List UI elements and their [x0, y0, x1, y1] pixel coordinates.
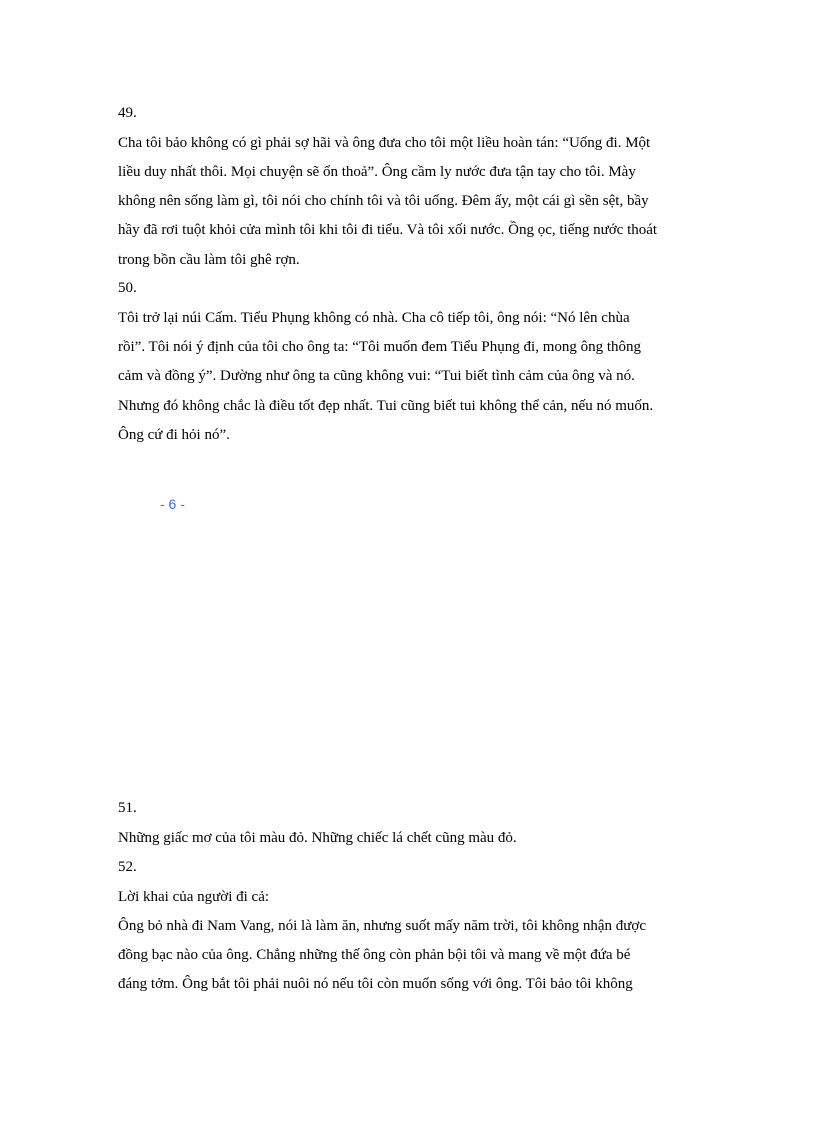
- text-line: không nên sống làm gì, tôi nói cho chính tôi và tôi uống. Đêm ấy, một cái gì sền sệt, bầy: [118, 193, 649, 209]
- text-line: đáng tởm. Ông bắt tôi phải nuôi nó nếu tôi còn muốn sống với ông. Tôi bảo tôi không: [118, 976, 633, 992]
- section-number: 51.: [118, 800, 137, 816]
- text-line: Cha tôi bảo không có gì phải sợ hãi và ông đưa cho tôi một liều hoàn tán: “Uống đi. Một: [118, 135, 651, 151]
- text-line: Ông cứ đi hỏi nó”.: [118, 427, 230, 443]
- page-number: - 6 -: [160, 496, 185, 512]
- text-line: Những giấc mơ của tôi màu đỏ. Những chiếc lá chết cũng màu đỏ.: [118, 830, 517, 846]
- text-line: Tôi trở lại núi Cấm. Tiểu Phụng không có nhà. Cha cô tiếp tôi, ông nói: “Nó lên chùa: [118, 310, 630, 326]
- section-number: 49.: [118, 105, 137, 121]
- text-line: trong bồn cầu làm tôi ghê rợn.: [118, 252, 300, 268]
- text-line: cảm và đồng ý”. Dường như ông ta cũng không vui: “Tui biết tình cảm của ông và nó.: [118, 368, 635, 384]
- text-line: rồi”. Tôi nói ý định của tôi cho ông ta: “Tôi muốn đem Tiểu Phụng đi, mong ông thông: [118, 339, 642, 355]
- text-line: Nhưng đó không chắc là điều tốt đẹp nhất. Tui cũng biết tui không thể cản, nếu nó muốn.: [118, 398, 654, 414]
- text-line: Ông bỏ nhà đi Nam Vang, nói là làm ăn, nhưng suốt mấy năm trời, tôi không nhận được: [118, 918, 647, 934]
- text-line: liều duy nhất thôi. Mọi chuyện sẽ ổn thoả”. Ông cầm ly nước đưa tận tay cho tôi. Mày: [118, 164, 636, 180]
- text-line: hầy đã rơi tuột khỏi cửa mình tôi khi tôi đi tiểu. Và tôi xối nước. Ồng ọc, tiếng nước thoát: [118, 222, 658, 238]
- text-line: đồng bạc nào của ông. Chẳng những thế ông còn phản bội tôi và mang về một đứa bé: [118, 947, 631, 963]
- text-line: Lời khai của người đi cả:: [118, 889, 270, 905]
- section-number: 50.: [118, 280, 137, 296]
- section-number: 52.: [118, 859, 137, 875]
